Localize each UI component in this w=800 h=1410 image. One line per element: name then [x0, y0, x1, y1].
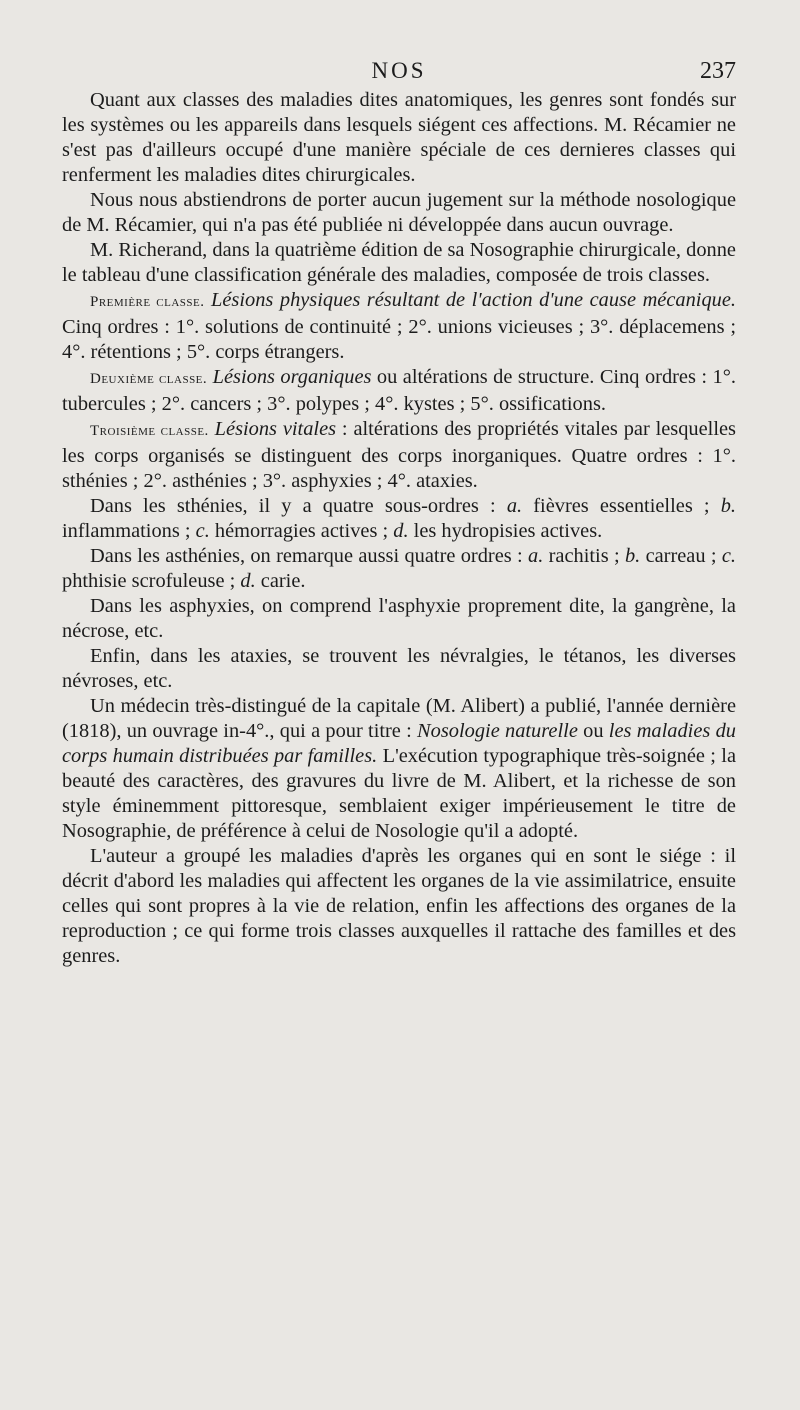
paragraph — [62, 494, 736, 544]
text-run: Dans les asphyxies, on comprend l'asphyxie proprement dite, la gangrène, la nécrose, etc. — [62, 595, 736, 642]
italic-text: les maladies du corps humain distribuées par familles. — [62, 720, 736, 767]
paragraph — [62, 188, 736, 238]
text-run: L'auteur a groupé les maladies d'après les organes qui en sont le siége : il décrit d'abord les maladies qui affectent les organes de la vie assimilatrice, ensuite celles qui sont propres à la vie de relation, enfin les affections des organes de la reproduction ; ce qui forme trois classes auxquelles il rattache des familles et des genres. — [62, 845, 736, 967]
italic-text: d. — [393, 520, 409, 542]
paragraph — [62, 88, 736, 188]
body-text — [62, 88, 736, 969]
paragraph — [62, 365, 736, 417]
page-number: 237 — [700, 58, 736, 84]
italic-text: d. — [240, 570, 256, 592]
text-run: phthisie scrofuleuse ; — [62, 570, 241, 592]
paragraph — [62, 594, 736, 644]
paragraph — [62, 544, 736, 594]
paragraph — [62, 844, 736, 969]
text-run: inflammations ; — [62, 520, 196, 542]
text-run: fièvres essentielles ; — [522, 495, 721, 517]
italic-text: Nosologie naturelle — [417, 720, 578, 742]
text-run: hémorragies actives ; — [209, 520, 394, 542]
italic-text: a. — [528, 545, 544, 567]
text-run: Cinq ordres : 1°. solutions de continuité ; 2°. unions vicieuses ; 3°. déplacemens ; 4°. rétentions ; 5°. corps étrangers. — [62, 316, 736, 363]
text-run: Un médecin très-distingué de la capitale (M. Alibert) a publié, l'année dernière (1818), un ouvrage in-4°., qui a pour titre : — [62, 695, 736, 742]
italic-text: c. — [721, 545, 737, 567]
text-run: Enfin, dans les ataxies, se trouvent les névralgies, le tétanos, les diverses névroses, etc. — [62, 645, 736, 692]
paragraph — [62, 417, 736, 494]
text-run: : altérations des propriétés vitales par lesquelles les corps organisés se distinguent des corps inorganiques. Quatre ordres : 1°. sthénies ; 2°. asthénies ; 3°. asphyxies ; 4°. ataxies. — [62, 418, 736, 492]
paragraph — [62, 694, 736, 844]
paragraph — [62, 238, 736, 288]
italic-text: Lésions organiques — [212, 366, 372, 388]
text-run: Dans les sthénies, il y a quatre sous-ordres : — [90, 495, 507, 517]
class-heading: Première classe. — [90, 294, 205, 310]
page-header — [62, 58, 736, 92]
text-run: rachitis ; — [543, 545, 625, 567]
text-run: Quant aux classes des maladies dites anatomiques, les genres sont fondés sur les systèmes ou les appareils dans lesquels siégent ces affections. M. Récamier ne s'est pas d'ailleurs occupé d'une manière spéciale de ces dernieres classes qui renferment les maladies dites chirurgicales. — [62, 89, 736, 186]
italic-text: a. — [506, 495, 523, 517]
text-run: Nous nous abstiendrons de porter aucun jugement sur la méthode nosologique de M. Récamier, qui n'a pas été publiée ni développée dans aucun ouvrage. — [62, 189, 736, 236]
text-run: ou — [577, 720, 609, 742]
text-run: M. Richerand, dans la quatrième édition de sa Nosographie chirurgicale, donne le tableau d'une classification générale des maladies, composée de trois classes. — [62, 239, 736, 286]
text-run: ou altérations de structure. Cinq ordres : 1°. tubercules ; 2°. cancers ; 3°. polypes ; 4°. kystes ; 5°. ossifications. — [62, 366, 736, 415]
paragraph — [62, 288, 736, 365]
class-heading: Troisième classe. — [90, 423, 209, 439]
italic-text: b. — [624, 545, 641, 567]
italic-text: Lésions vitales — [214, 418, 337, 440]
italic-text: Lésions physiques résultant de l'action d'une cause mécanique. — [211, 289, 736, 311]
italic-text: c. — [195, 520, 210, 542]
text-run: carie. — [255, 570, 306, 592]
italic-text: b. — [720, 495, 736, 517]
class-heading: Deuxième classe. — [90, 371, 208, 387]
text-run: L'exécution typographique très-soignée ; la beauté des caractères, des gravures du livre de M. Alibert, et la richesse de son style éminemment pittoresque, semblaient exiger impérieusement le titre de Nosographie, de préférence à celui de Nosologie qu'il a adopté. — [62, 745, 736, 842]
text-run: les hydropisies actives. — [408, 520, 603, 542]
running-head: NOS — [371, 58, 427, 83]
text-run: Dans les asthénies, on remarque aussi quatre ordres : — [90, 545, 528, 567]
paragraph — [62, 644, 736, 694]
text-run: carreau ; — [640, 545, 722, 567]
